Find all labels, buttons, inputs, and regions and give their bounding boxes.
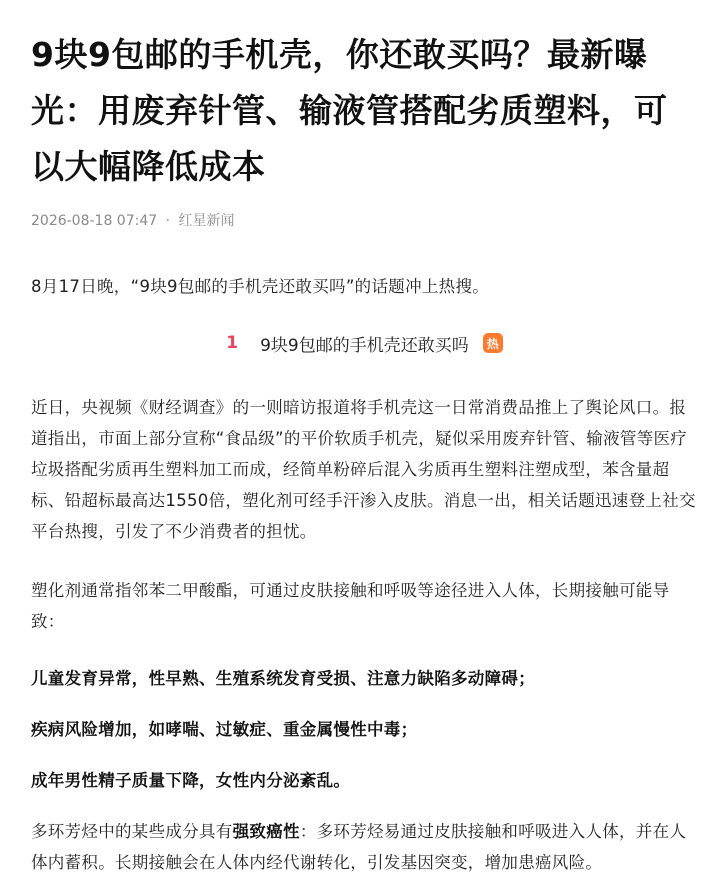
- source-name[interactable]: 红星新闻: [178, 213, 235, 229]
- hot-search-topic[interactable]: 9块9包邮的手机壳还敢买吗: [260, 335, 469, 356]
- last-paragraph-prefix: 多环芳烃中的某些成分具有: [31, 822, 233, 841]
- effect-item-3: 成年男性精子质量下降，女性内分泌紊乱。: [31, 771, 351, 790]
- meta-separator: ·: [165, 213, 171, 229]
- effect-item-1: 儿童发育异常，性早熟、生殖系统发育受损、注意力缺陷多动障碍；: [31, 669, 535, 688]
- article-meta: [31, 211, 698, 231]
- hot-search-card[interactable]: [31, 330, 698, 356]
- last-paragraph-suffix: ：多环芳烃易通过皮肤接触和呼吸进入人体，并在人体内蓄积。长期接触会在人体内经代谢转化，引发基因突变，增加患癌风险。: [31, 822, 687, 872]
- body-paragraph-2: 塑化剂通常指邻苯二甲酸酯，可通过皮肤接触和呼吸等途径进入人体，长期接触可能导致：: [31, 581, 670, 631]
- intro-paragraph: 8月17日晚，“9块9包邮的手机壳还敢买吗”的话题冲上热搜。: [31, 277, 490, 296]
- carcinogenic-emphasis: 强致癌性: [232, 822, 300, 841]
- hot-badge-icon: 热: [483, 333, 503, 353]
- article-title: 9块9包邮的手机壳，你还敢买吗？最新曝光：用废弃针管、输液管搭配劣质塑料，可以大幅降低成本: [31, 35, 668, 186]
- hot-search-rank: 1: [226, 333, 239, 353]
- publish-date: 2026-08-18 07:47: [31, 213, 158, 229]
- body-paragraph-1: 近日，央视频《财经调查》的一则暗访报道将手机壳这一日常消费品推上了舆论风口。报道指出，市面上部分宣称“食品级”的平价软质手机壳，疑似采用废弃针管、输液管等医疗垃圾搭配劣质再生塑料加工而成，经简单粉碎后混入劣质再生塑料注塑成型，苯含量超标、铅超标最高达1550倍，塑化剂可经手汗渗入皮肤。消息一出，相关话题迅速登上社交平台热搜，引发了不少消费者的担忧。: [31, 398, 696, 541]
- body-paragraph-last: [31, 816, 698, 878]
- effect-item-2: 疾病风险增加，如哮喘、过敏症、重金属慢性中毒；: [31, 720, 418, 739]
